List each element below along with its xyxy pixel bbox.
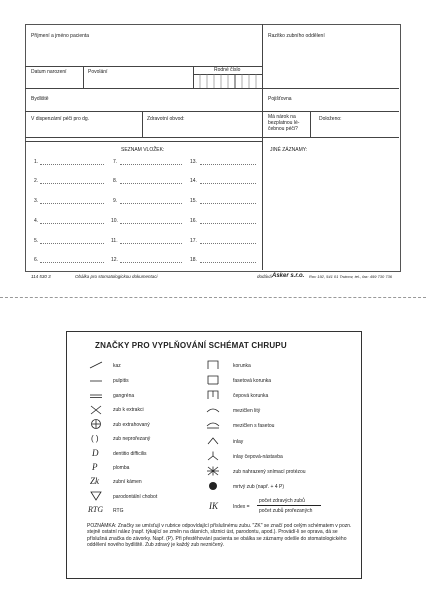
legend-label-facet-crown: fasetová korunka [233,378,272,384]
facet-crown-icon [205,375,221,385]
legend-label-denture: zub nahrazený snímací protézou [233,469,306,475]
insert-line-8[interactable] [120,183,182,184]
insert-line-9[interactable] [120,203,182,204]
insert-number-3: 3. [34,198,39,204]
insert-number-17: 17. [190,238,197,244]
insert-line-2[interactable] [40,183,104,184]
residence-label: Bydliště [31,96,49,102]
insert-line-14[interactable] [200,183,256,184]
post-crown-icon [205,390,221,400]
insert-number-14: 14. [190,178,197,184]
legend-label-extraction: zub k extrakci [113,407,144,413]
insert-line-11[interactable] [120,243,182,244]
insert-number-6: 6. [34,257,39,263]
form-title: Obálka pro stomatologickou dokumentaci [75,274,158,279]
insert-number-9: 9. [113,198,118,204]
legend-label-pulpitis: pulpitis [113,378,129,384]
post-inlay-icon [205,451,221,461]
publisher-address: Rov 192, 541 01 Trutnov, tel., fax: 499 730 736 [309,274,393,279]
dead-tooth-icon [205,481,221,491]
insert-line-18[interactable] [200,262,256,263]
legend-label-dead-tooth: mrtvý zub (např. + 4 P) [233,484,284,490]
insert-line-15[interactable] [200,203,256,204]
stamp-label: Razítko zubního oddělení [268,33,325,39]
inlay-icon [205,436,221,446]
proof-label: Doloženo: [319,116,342,122]
legend-label-extracted: zub extrahovaný [113,422,150,428]
form-code: 114 530 3 [31,274,51,279]
index-fraction-bar [257,505,321,506]
insert-number-2: 2. [34,178,39,184]
legend-note: POZNÁMKA: Značky se umísťují v rubrice odpovídající příslušnému zubu. "ZK" se značí pod celým schématem v pozn. stejně ostatní nález (např. týkající se změn na dásních, sliznici úst, parodontu, apod.). Provádí-li se oprava, dá se příslušná značka do závorky. Např. (P). Při přestěhování pacienta se obálka se záznamy odešle do stomatologického oddělení nového bydliště. Zub zdravý je každý zub nezničený. [87,523,352,549]
insert-number-18: 18. [190,257,197,263]
insert-number-4: 4. [34,218,39,224]
insert-line-3[interactable] [40,203,104,204]
insert-number-16: 16. [190,218,197,224]
inserts-heading: SEZNAM VLOŽEK: [121,147,165,153]
crown-icon [205,360,221,370]
insert-line-6[interactable] [40,262,104,263]
entitlement-label-line2: bezplatnou lé- [268,120,300,126]
insert-number-11: 11. [111,238,118,244]
index-label: Index = [233,504,250,510]
legend-label-post-crown: čepová korunka [233,393,269,399]
health-district-label: Zdravotní obvod: [147,116,185,122]
insert-number-13: 13. [190,159,197,165]
dispensary-label: V dispenzární péči pro dg. [31,116,90,122]
dentitio-icon: D [92,448,99,458]
birth-number-boxes[interactable] [193,74,262,88]
date-of-birth-label: Datum narození [31,69,67,75]
denture-icon [205,466,221,476]
legend-label-inlay: inlay [233,439,244,445]
legend-label-crown: korunka [233,363,251,369]
insert-line-7[interactable] [120,164,182,165]
insert-line-13[interactable] [200,164,256,165]
legend-label-post-inlay: inlay čepová-nástavba [233,454,283,460]
publisher-name: Asker s.r.o. [272,273,305,279]
legend-label-calculus: zubní kámen [113,479,142,485]
cast-bridge-icon [205,405,221,415]
legend-label-facet-bridge: mezičlen s fasetou [233,423,275,429]
insert-line-1[interactable] [40,164,104,165]
insert-line-5[interactable] [40,243,104,244]
insert-line-16[interactable] [200,223,256,224]
legend-title: ZNAČKY PRO VYPLŇOVÁNÍ SCHÉMAT CHRUPU [95,341,287,350]
insert-line-17[interactable] [200,243,256,244]
legend-label-periodontal: parodontální chobot [113,494,158,500]
occupation-label: Povolání [88,69,108,75]
legend-label-filling: plomba [113,465,130,471]
extracted-icon [88,419,104,429]
index-denominator: počet zubů prořezaných [259,508,313,514]
filling-icon: P [92,462,98,472]
insert-number-1: 1. [34,159,39,165]
page-separator [0,297,426,298]
publisher-prefix: dodává [257,274,272,279]
insert-number-5: 5. [34,238,39,244]
facet-bridge-icon [205,420,221,430]
insert-line-10[interactable] [120,223,182,224]
rtg-icon: RTG [88,505,104,514]
inserts-box [25,141,263,270]
periodontal-icon [88,491,104,501]
index-numerator: počet zdravých zubů [259,498,305,504]
insert-number-12: 12. [111,257,118,263]
insert-number-15: 15. [190,198,197,204]
pulpitis-icon [88,376,104,386]
legend-label-unerupted: zub neprořezaný [113,436,151,442]
patient-name-label: Příjmení a jméno pacienta [31,33,90,39]
calculus-icon: Zk [90,476,99,486]
insert-line-12[interactable] [120,262,182,263]
entitlement-label-line3: čebnou péči? [268,126,298,132]
entitlement-label-line1: Má nárok na [268,114,296,120]
extraction-icon [88,405,104,415]
caries-icon [88,360,104,370]
insert-number-8: 8. [113,178,118,184]
legend-label-dentitio: dentitio difficilis [113,451,147,457]
other-records-heading: JINÉ ZÁZNAMY: [270,147,308,153]
gangrene-icon [88,391,104,401]
insert-line-4[interactable] [40,223,104,224]
legend-label-caries: kaz [113,363,121,369]
insert-number-7: 7. [113,159,118,165]
legend-label-gangrene: gangréna [113,393,135,399]
birth-number-label: Rodné číslo [214,67,241,73]
legend-label-rtg: RTG [113,508,124,514]
unerupted-icon: ( ) [91,434,99,443]
index-icon: IK [209,501,218,511]
legend-label-cast-bridge: mezičlen litý [233,408,261,414]
insurer-label: Pojišťovna [268,96,292,102]
insert-number-10: 10. [111,218,118,224]
